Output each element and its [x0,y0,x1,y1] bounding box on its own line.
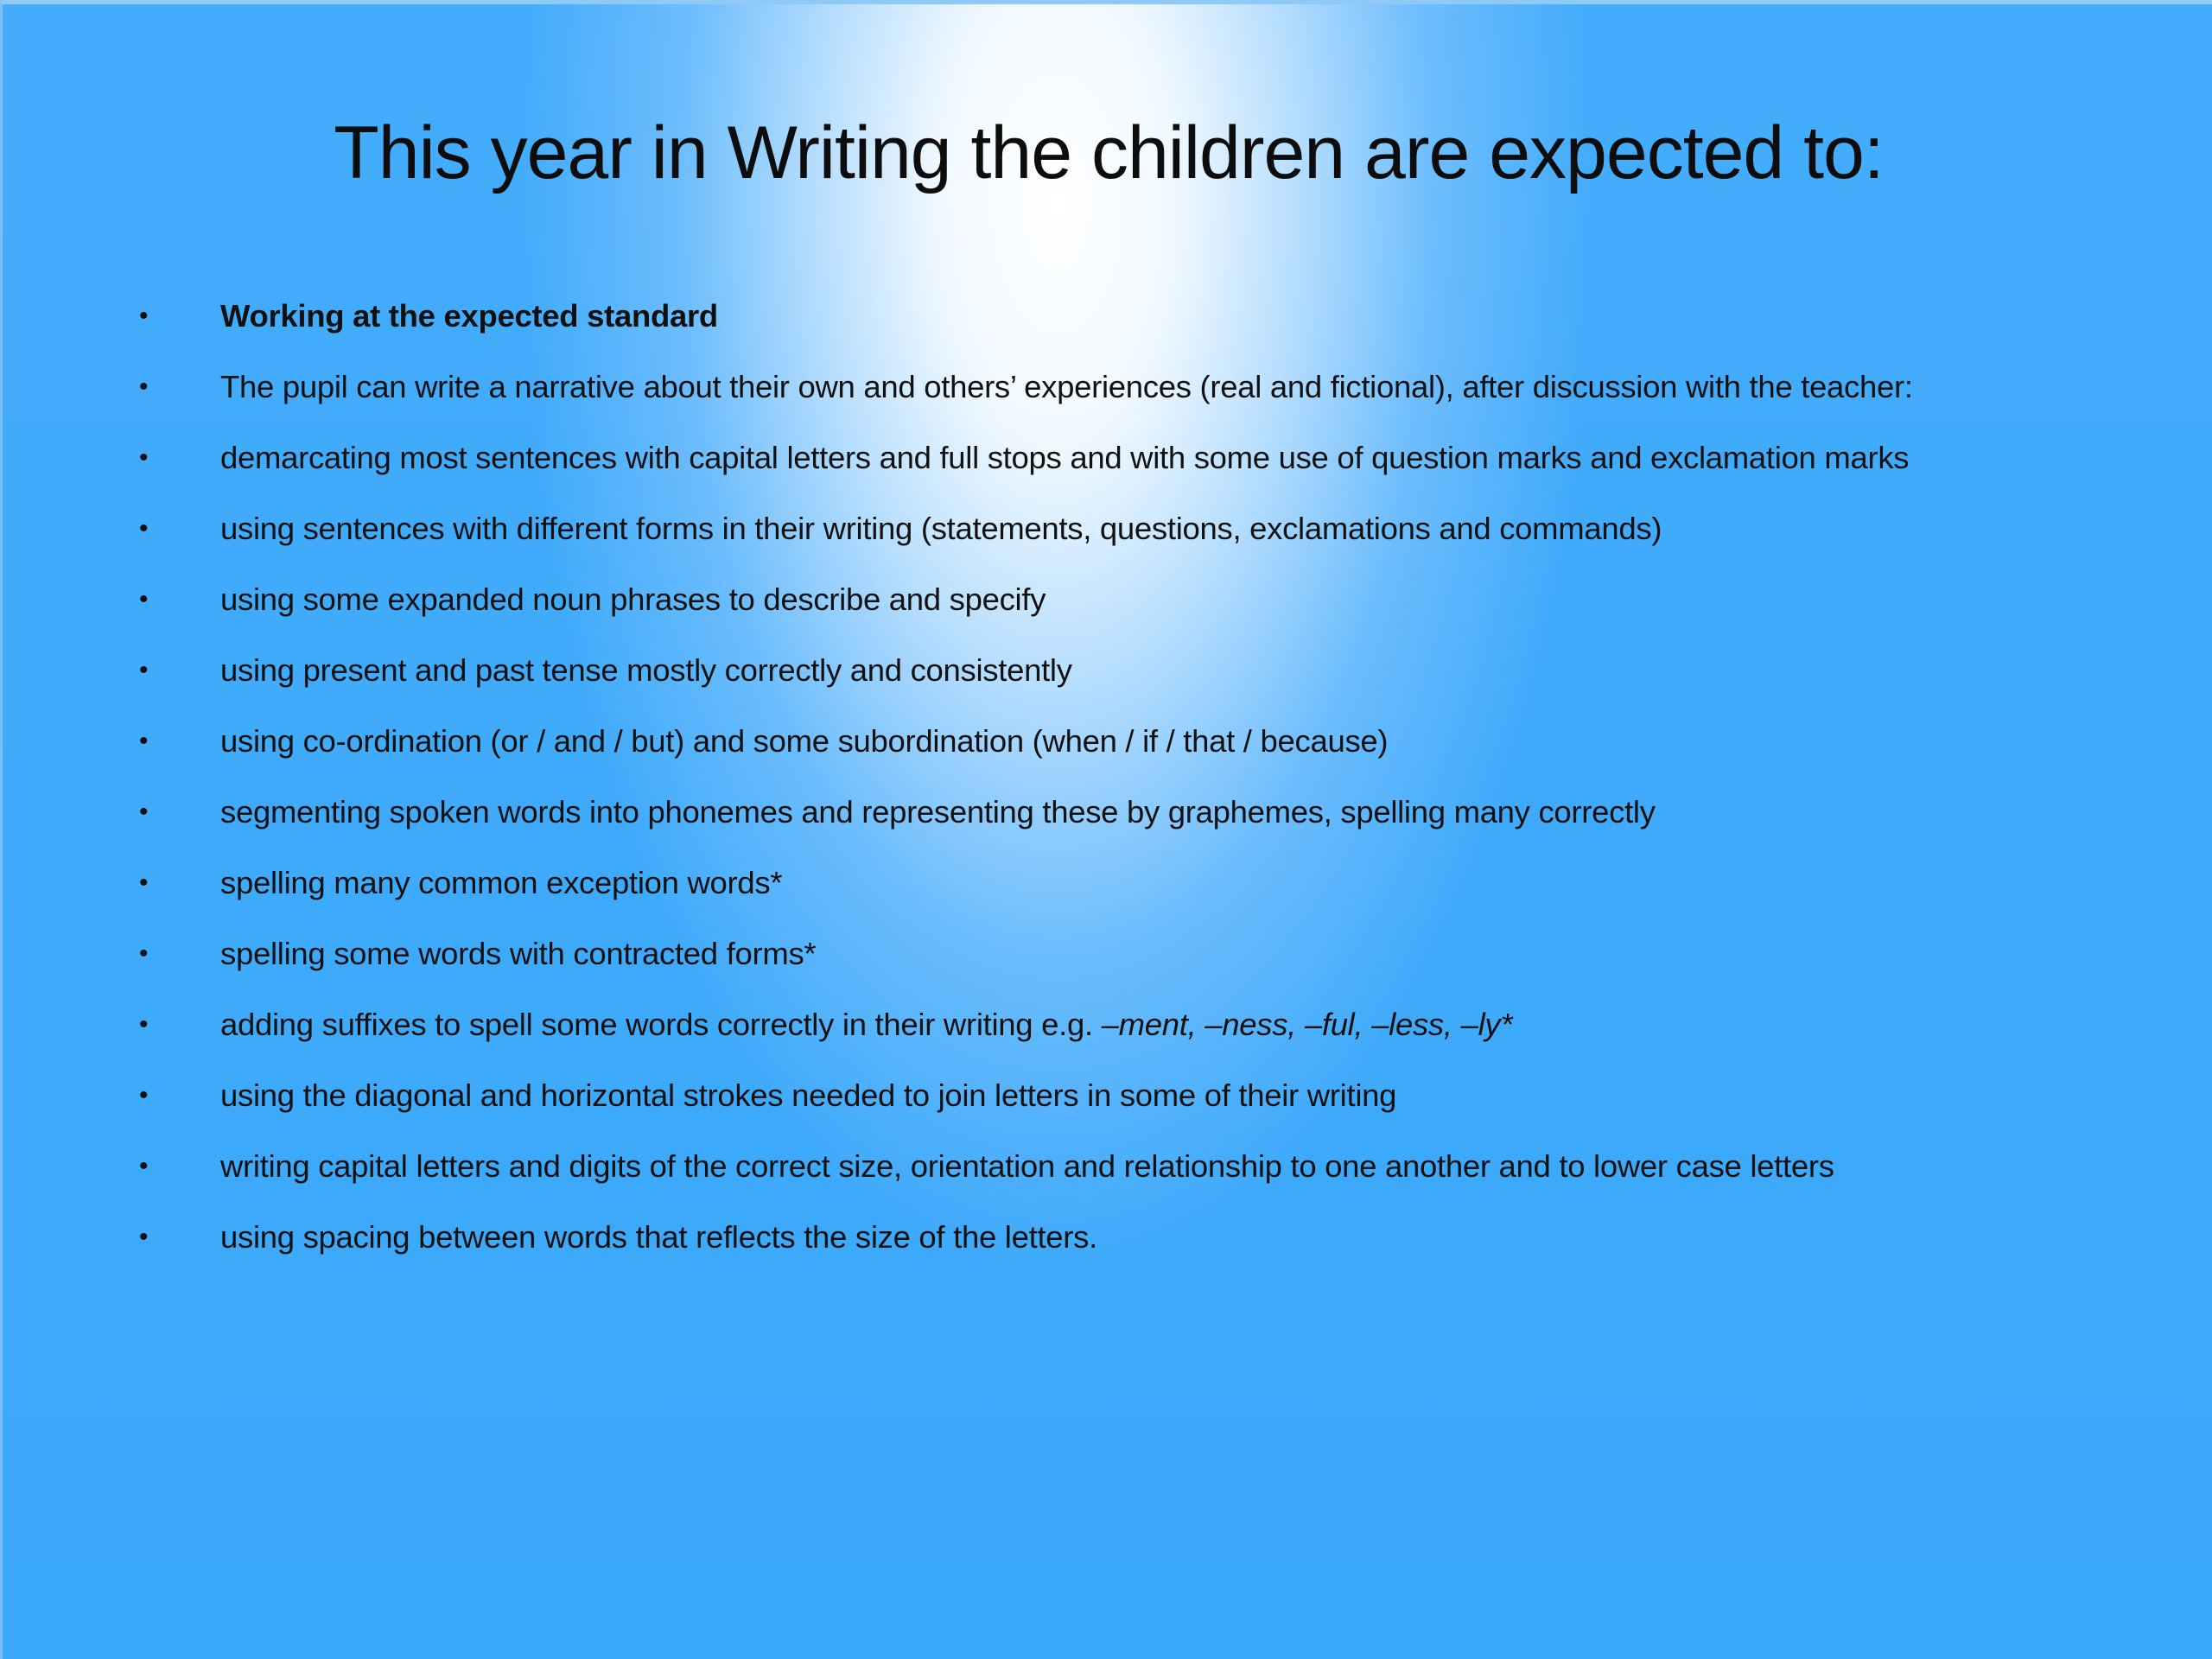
bullet-text: using present and past tense mostly correctly and consistently [220,652,1072,688]
bullet-item [3,989,2212,1060]
bullet-item [3,493,2212,564]
bullet-text: using spacing between words that reflects the size of the letters. [220,1219,1097,1255]
bullet-item [3,777,2212,848]
bullet-text: using some expanded noun phrases to describe and specify [220,582,1046,617]
bullet-item [3,1202,2212,1273]
bullet-item [3,281,2212,352]
bullet-item [3,848,2212,918]
bullet-icon: • [139,656,149,684]
bullet-item [3,423,2212,493]
bullet-icon: • [139,1010,149,1039]
suffix-examples: –ment, –ness, –ful, –less, –ly* [1101,1007,1513,1042]
bullet-icon: • [139,514,149,543]
bullet-icon: • [139,1223,149,1251]
bullet-text: using sentences with different forms in their writing (statements, questions, exclamations and commands) [220,511,1662,546]
bullet-item [3,706,2212,777]
bullet-icon: • [139,585,149,613]
bullet-text: demarcating most sentences with capital letters and full stops and with some use of question marks and exclamation marks [220,440,1910,475]
bullet-item [3,1131,2212,1202]
bullet-text: spelling many common exception words* [220,865,783,900]
bullet-text-main: adding suffixes to spell some words correctly in their writing e.g. [220,1007,1093,1042]
bullet-text-heading: Working at the expected standard [220,298,718,334]
bullet-icon: • [139,302,149,330]
slide-title: This year in Writing the children are expected to: [334,111,1884,194]
bullet-icon: • [139,727,149,755]
bullet-icon: • [139,1081,149,1109]
bullet-text: segmenting spoken words into phonemes and representing these by graphemes, spelling many correctly [220,794,1656,830]
bullet-text: using co-ordination (or / and / but) and some subordination (when / if / that / because) [220,723,1389,759]
bullet-item [3,352,2212,423]
bullet-text: using the diagonal and horizontal strokes needed to join letters in some of their writing [220,1077,1397,1113]
bullet-text: spelling some words with contracted forms* [220,936,817,971]
bullet-text: writing capital letters and digits of the correct size, orientation and relationship to one another and to lower case letters [220,1148,1834,1184]
bullet-icon: • [139,372,149,401]
bullet-list [3,281,2212,1273]
bullet-icon: • [139,798,149,826]
bullet-item [3,1060,2212,1131]
bullet-item [3,635,2212,706]
bullet-text: The pupil can write a narrative about their own and others’ experiences (real and fictional), after discussion with the teacher: [220,369,1913,404]
bullet-icon: • [139,868,149,897]
bullet-icon: • [139,443,149,472]
bullet-icon: • [139,939,149,968]
bullet-item [3,564,2212,635]
bullet-icon: • [139,1152,149,1180]
bullet-text-suffixes [220,989,1512,1060]
bullet-item [3,918,2212,989]
